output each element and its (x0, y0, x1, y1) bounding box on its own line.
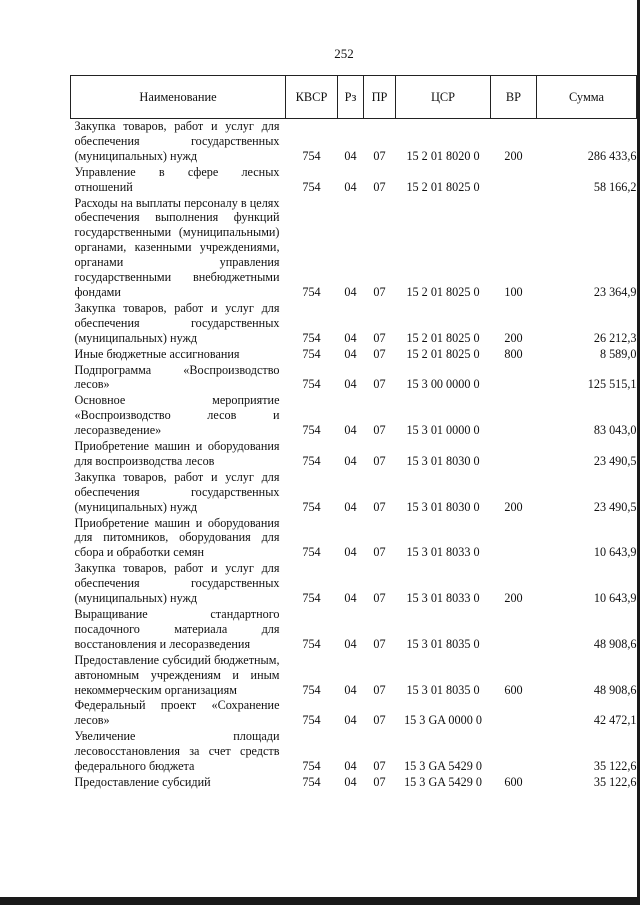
cell-kvsr: 754 (302, 377, 321, 392)
cell-name: Основное мероприятие «Воспроизводство лесов и лесоразведение» (74, 393, 280, 438)
table-row (71, 393, 637, 439)
cell-sum: 58 166,2 (593, 179, 637, 194)
cell-vr: 200 (504, 591, 523, 606)
cell-kvsr: 754 (302, 682, 321, 697)
cell-vr (491, 439, 537, 470)
cell-pr: 07 (373, 423, 386, 438)
cell-sum: 35 122,6 (593, 759, 637, 774)
cell-vr: 600 (504, 774, 523, 789)
cell-pr: 07 (373, 499, 386, 514)
cell-csr: 15 3 GA 5429 0 (404, 774, 482, 789)
table-row (71, 729, 637, 775)
cell-name: Закупка товаров, работ и услуг для обеспечения государственных (муниципальных) нужд (74, 119, 280, 163)
page-number: 252 (334, 46, 354, 61)
table-row (71, 698, 637, 729)
cell-vr: 200 (504, 148, 523, 163)
cell-rz: 04 (344, 499, 357, 514)
cell-name: Приобретение машин и оборудования для воспроизводства лесов (74, 439, 280, 468)
cell-sum: 35 122,6 (593, 774, 637, 789)
cell-name: Иные бюджетные ассигнования (74, 346, 240, 361)
cell-pr: 07 (373, 330, 386, 345)
cell-kvsr: 754 (302, 499, 321, 514)
cell-rz: 04 (344, 148, 357, 163)
cell-name: Приобретение машин и оборудования для питомников, оборудования для сбора и обработки семян (74, 515, 280, 560)
table-row (71, 363, 637, 394)
cell-vr (491, 363, 537, 394)
cell-kvsr: 754 (302, 759, 321, 774)
cell-sum: 48 908,6 (593, 682, 637, 697)
cell-sum: 26 212,3 (593, 330, 637, 345)
cell-rz: 04 (344, 423, 357, 438)
budget-table (70, 75, 637, 791)
table-row (71, 653, 637, 699)
cell-sum: 83 043,0 (593, 423, 637, 438)
cell-vr: 600 (504, 682, 523, 697)
cell-sum: 8 589,0 (599, 346, 637, 361)
header-sum: Сумма (537, 76, 637, 119)
cell-name: Федеральный проект «Сохранение лесов» (74, 698, 280, 728)
cell-kvsr: 754 (302, 591, 321, 606)
cell-rz: 04 (344, 774, 357, 789)
cell-pr: 07 (373, 636, 386, 651)
cell-rz: 04 (344, 179, 357, 194)
cell-kvsr: 754 (302, 453, 321, 468)
cell-csr: 15 3 00 0000 0 (406, 377, 480, 392)
table-row (71, 347, 637, 363)
header-csr: ЦСР (396, 76, 491, 119)
cell-pr: 07 (373, 284, 386, 299)
cell-csr: 15 2 01 8025 0 (406, 284, 480, 299)
cell-vr (491, 729, 537, 775)
cell-rz: 04 (344, 682, 357, 697)
cell-pr: 07 (373, 148, 386, 163)
cell-csr: 15 3 GA 5429 0 (404, 759, 482, 774)
cell-sum: 10 643,9 (593, 591, 637, 606)
cell-pr: 07 (373, 346, 386, 361)
header-pr: ПР (364, 76, 396, 119)
cell-name: Увеличение площади лесовосстановления за счет средств федерального бюджета (74, 729, 280, 774)
table-row (71, 775, 637, 791)
header-vr: ВР (491, 76, 537, 119)
cell-csr: 15 3 01 8035 0 (406, 636, 480, 651)
cell-kvsr: 754 (302, 330, 321, 345)
cell-csr: 15 2 01 8025 0 (406, 330, 480, 345)
cell-vr: 800 (504, 346, 523, 361)
table-row (71, 301, 637, 347)
table-body (71, 119, 637, 791)
cell-pr: 07 (373, 591, 386, 606)
cell-rz: 04 (344, 346, 357, 361)
cell-rz: 04 (344, 591, 357, 606)
cell-csr: 15 3 01 8033 0 (406, 591, 480, 606)
cell-name: Предоставление субсидий бюджетным, автономным учреждениям и иным некоммерческим организациям (74, 652, 280, 697)
cell-sum: 10 643,9 (593, 545, 637, 560)
page-border-bottom (0, 897, 640, 905)
cell-kvsr: 754 (302, 636, 321, 651)
cell-name: Предоставление субсидий (74, 774, 211, 789)
cell-sum: 23 490,5 (593, 499, 637, 514)
cell-pr: 07 (373, 377, 386, 392)
cell-vr (491, 393, 537, 439)
cell-kvsr: 754 (302, 346, 321, 361)
cell-name: Подпрограмма «Воспроизводство лесов» (74, 362, 280, 392)
cell-vr: 200 (504, 330, 523, 345)
cell-rz: 04 (344, 330, 357, 345)
cell-pr: 07 (373, 759, 386, 774)
header-name: Наименование (71, 76, 286, 119)
cell-rz: 04 (344, 545, 357, 560)
cell-vr: 200 (504, 499, 523, 514)
cell-name: Управление в сфере лесных отношений (74, 164, 280, 194)
cell-kvsr: 754 (302, 713, 321, 728)
cell-rz: 04 (344, 636, 357, 651)
cell-rz: 04 (344, 284, 357, 299)
table-row (71, 516, 637, 562)
cell-kvsr: 754 (302, 284, 321, 299)
cell-kvsr: 754 (302, 774, 321, 789)
cell-sum: 23 490,5 (593, 453, 637, 468)
cell-sum: 48 908,6 (593, 636, 637, 651)
cell-kvsr: 754 (302, 148, 321, 163)
cell-pr: 07 (373, 179, 386, 194)
cell-rz: 04 (344, 453, 357, 468)
cell-pr: 07 (373, 545, 386, 560)
table-row (71, 561, 637, 607)
table-row (71, 607, 637, 653)
cell-pr: 07 (373, 774, 386, 789)
cell-sum: 42 472,1 (593, 713, 637, 728)
cell-csr: 15 3 01 8030 0 (406, 453, 480, 468)
cell-rz: 04 (344, 759, 357, 774)
cell-csr: 15 3 GA 0000 0 (404, 713, 482, 728)
cell-csr: 15 2 01 8020 0 (406, 148, 480, 163)
cell-pr: 07 (373, 682, 386, 697)
cell-csr: 15 2 01 8025 0 (406, 346, 480, 361)
cell-vr (491, 516, 537, 562)
table-row (71, 165, 637, 196)
cell-csr: 15 3 01 8035 0 (406, 682, 480, 697)
table-row (71, 439, 637, 470)
cell-name: Закупка товаров, работ и услуг для обеспечения государственных (муниципальных) нужд (74, 469, 280, 514)
cell-sum: 286 433,6 (587, 148, 637, 163)
cell-pr: 07 (373, 453, 386, 468)
table-header-row (71, 76, 637, 119)
table-row (71, 119, 637, 165)
table-row (71, 470, 637, 516)
cell-name: Закупка товаров, работ и услуг для обеспечения государственных (муниципальных) нужд (74, 561, 280, 606)
cell-sum: 125 515,1 (587, 377, 637, 392)
cell-rz: 04 (344, 713, 357, 728)
cell-csr: 15 3 01 0000 0 (406, 423, 480, 438)
cell-vr: 100 (504, 284, 523, 299)
cell-name: Расходы на выплаты персоналу в целях обеспечения выполнения функций государственными (муниципальными) органами, казенными учреждениями, органами управления государственными внебюджетными фондами (74, 195, 280, 299)
header-rz: Рз (338, 76, 364, 119)
header-kvsr: КВСР (286, 76, 338, 119)
cell-csr: 15 3 01 8033 0 (406, 545, 480, 560)
cell-name: Закупка товаров, работ и услуг для обеспечения государственных (муниципальных) нужд (74, 300, 280, 345)
cell-vr (491, 165, 537, 196)
cell-pr: 07 (373, 713, 386, 728)
cell-vr (491, 607, 537, 653)
cell-vr (491, 698, 537, 729)
cell-sum: 23 364,9 (593, 284, 637, 299)
cell-kvsr: 754 (302, 423, 321, 438)
cell-kvsr: 754 (302, 179, 321, 194)
cell-rz: 04 (344, 377, 357, 392)
cell-csr: 15 2 01 8025 0 (406, 179, 480, 194)
table-row (71, 196, 637, 301)
cell-csr: 15 3 01 8030 0 (406, 499, 480, 514)
cell-kvsr: 754 (302, 545, 321, 560)
cell-name: Выращивание стандартного посадочного материала для восстановления и лесоразведения (74, 607, 280, 651)
